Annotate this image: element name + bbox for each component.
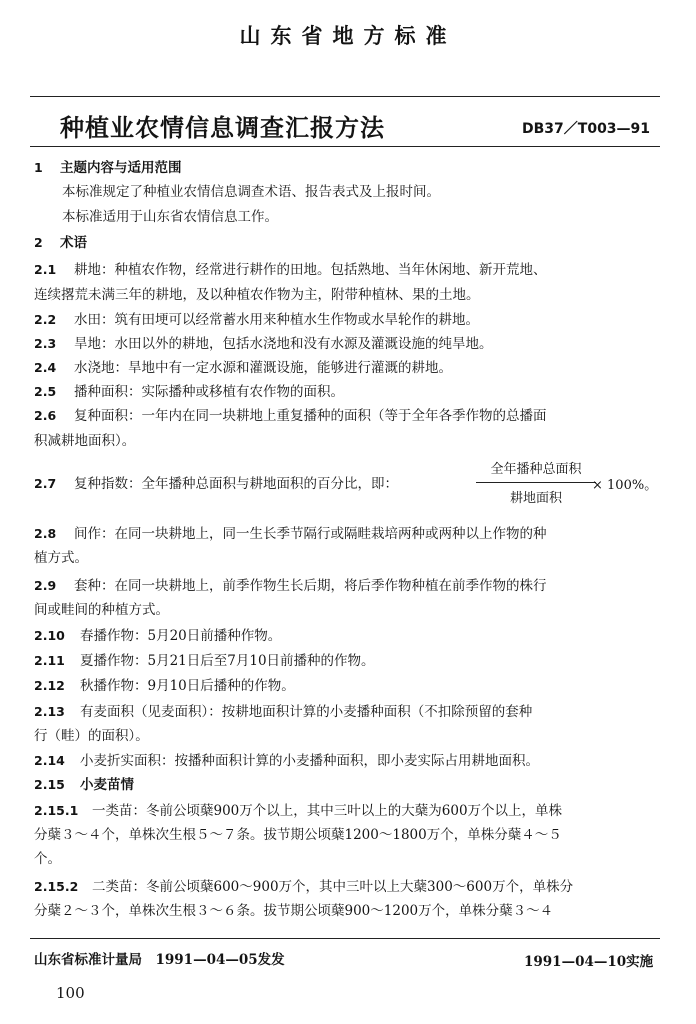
term-number: 2.3 [34, 336, 57, 351]
term-2-8 [34, 524, 660, 544]
term-2-15-1-cont: 个。 [34, 851, 61, 867]
term-text: 耕地：种植农作物，经常进行耕作的田地。包括熟地、当年休闲地、新开荒地、 [74, 262, 547, 278]
term-2-9 [34, 576, 660, 596]
term-number: 2.15.1 [34, 803, 79, 818]
term-text: 水浇地：旱地中有一定水源和灌溉设施，能够进行灌溉的耕地。 [74, 360, 452, 376]
header-rule [30, 96, 660, 97]
term-number: 2.1 [34, 262, 57, 277]
section-number: 2 [34, 235, 43, 250]
term-text: 二类苗：冬前公顷蘖600～900万个，其中三叶以上大蘖300～600万个，单株分 [92, 879, 574, 895]
term-number: 2.15 [34, 777, 65, 792]
term-2-14 [34, 751, 660, 771]
header-title: 山东省地方标准 [239, 23, 457, 48]
term-2-6 [34, 406, 660, 426]
formula-numerator: 全年播种总面积 [490, 462, 582, 477]
term-number: 2.14 [34, 753, 65, 768]
term-number: 2.2 [34, 312, 57, 327]
document-title: 种植业农情信息调查汇报方法 [60, 113, 385, 142]
footer-effective: 1991—04—10实施 [524, 954, 654, 970]
term-number: 2.5 [34, 384, 57, 399]
footer-issuer: 山东省标准计量局 1991—04—05发发 [34, 952, 285, 968]
term-text: 播种面积：实际播种或移植有农作物的面积。 [74, 384, 344, 400]
term-2-15-1-cont: 分蘖３～４个，单株次生根５～７条。拔节期公顷蘖1200～1800万个，单株分蘖４～５ [34, 827, 562, 843]
term-number: 2.12 [34, 678, 65, 693]
term-2-15-2 [34, 877, 660, 897]
term-2-11 [34, 651, 660, 671]
term-text: 春播作物：5月20日前播种作物。 [80, 628, 282, 644]
term-2-6-cont: 积减耕地面积）。 [34, 433, 136, 449]
term-text: 旱地：水田以外的耕地，包括水浇地和没有水源及灌溉设施的纯旱地。 [74, 336, 493, 352]
term-2-9-cont: 间或畦间的种植方式。 [34, 602, 169, 618]
term-2-5 [34, 382, 660, 402]
term-2-15 [34, 775, 660, 795]
term-text: 间作：在同一块耕地上，同一生长季节隔行或隔畦栽培两种或两种以上作物的种 [74, 526, 547, 542]
term-2-15-2-cont: 分蘖２～３个，单株次生根３～６条。拔节期公顷蘖900～1200万个，单株分蘖３～４ [34, 903, 554, 919]
term-text: 有麦面积（见麦面积）：按耕地面积计算的小麦播种面积（不扣除预留的套种 [80, 704, 533, 720]
term-number: 2.7 [34, 476, 57, 491]
term-text: 夏播作物：5月21日后至7月10日前播种的作物。 [80, 653, 375, 669]
term-number: 2.8 [34, 526, 57, 541]
section-title: 术语 [60, 235, 87, 251]
term-2-1 [34, 260, 660, 280]
footer-rule [30, 938, 660, 939]
formula-fraction [476, 458, 596, 506]
term-text: 一类苗：冬前公顷蘖900万个以上，其中三叶以上的大蘖为600万个以上，单株 [92, 803, 563, 819]
formula-factor: × 100%。 [592, 478, 658, 493]
section-2-heading [34, 233, 660, 253]
page-number: 100 [56, 984, 85, 1002]
formula-denominator: 耕地面积 [509, 491, 562, 506]
term-number: 2.11 [34, 653, 65, 668]
term-number: 2.10 [34, 628, 65, 643]
document-code: DB37／T003—91 [522, 121, 651, 137]
term-text: 秋播作物：9月10日后播种的作物。 [80, 678, 295, 694]
paragraph: 本标准适用于山东省农情信息工作。 [62, 209, 278, 225]
term-text: 复种指数：全年播种总面积与耕地面积的百分比，即： [74, 476, 398, 492]
paragraph: 本标准规定了种植业农情信息调查术语、报告表式及上报时间。 [62, 184, 440, 200]
term-2-8-cont: 植方式。 [34, 550, 88, 566]
section-title: 主题内容与适用范围 [60, 160, 182, 176]
term-2-3 [34, 334, 660, 354]
term-2-2 [34, 310, 660, 330]
term-number: 2.13 [34, 704, 65, 719]
term-number: 2.4 [34, 360, 57, 375]
term-2-12 [34, 676, 660, 696]
term-2-15-1 [34, 801, 660, 821]
term-number: 2.9 [34, 578, 57, 593]
term-2-13 [34, 702, 660, 722]
fraction-bar [476, 482, 596, 483]
term-2-1-cont: 连续撂荒未满三年的耕地，及以种植农作物为主，附带种植林、果的土地。 [34, 287, 480, 303]
term-text: 小麦苗情 [80, 777, 134, 793]
term-2-4 [34, 358, 660, 378]
term-text: 复种面积：一年内在同一块耕地上重复播种的面积（等于全年各季作物的总播面 [74, 408, 547, 424]
section-1-heading [34, 158, 660, 178]
title-rule [30, 146, 660, 147]
term-2-13-cont: 行（畦）的面积）。 [34, 728, 149, 744]
term-number: 2.15.2 [34, 879, 79, 894]
term-number: 2.6 [34, 408, 57, 423]
term-text: 套种：在同一块耕地上，前季作物生长后期，将后季作物种植在前季作物的株行 [74, 578, 547, 594]
section-number: 1 [34, 160, 43, 175]
term-2-10 [34, 626, 660, 646]
term-text: 水田：筑有田埂可以经常蓄水用来种植水生作物或水旱轮作的耕地。 [74, 312, 479, 328]
term-text: 小麦折实面积：按播种面积计算的小麦播种面积，即小麦实际占用耕地面积。 [80, 753, 539, 769]
